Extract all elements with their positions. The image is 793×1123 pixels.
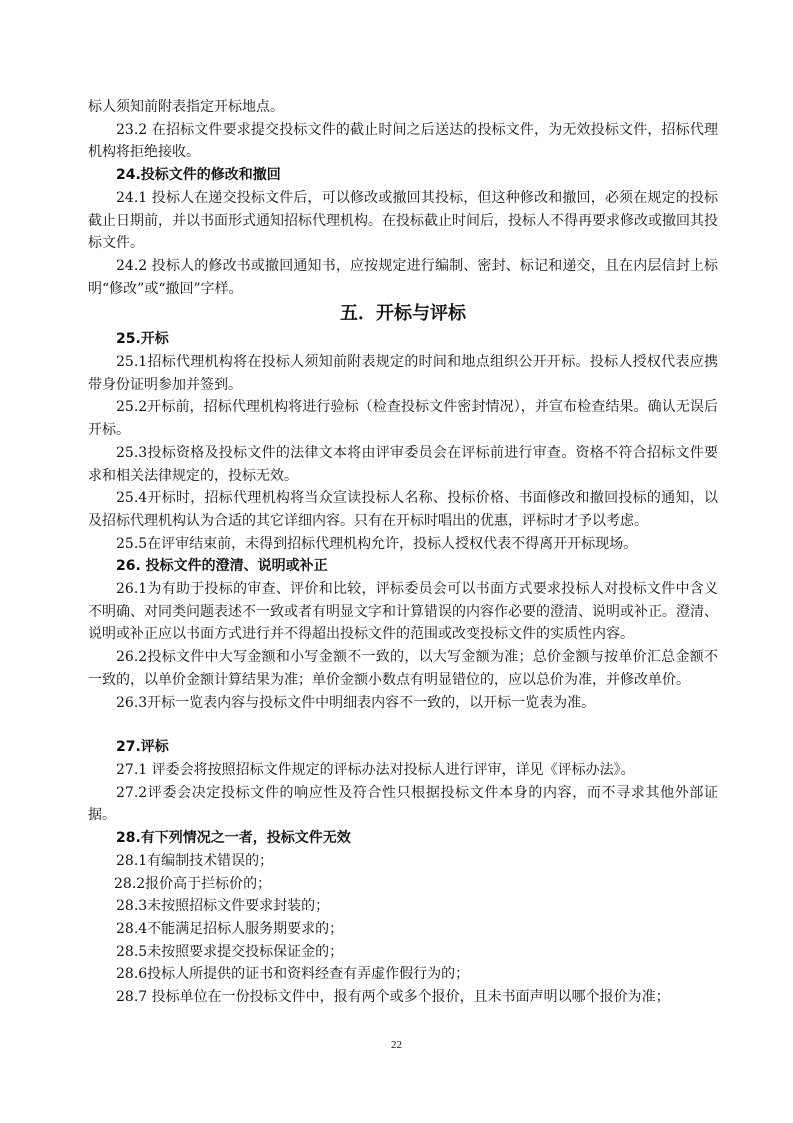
paragraph: 24.1 投标人在递交投标文件后，可以修改或撤回其投标，但这种修改和撤回，必须在规定的投标截止日期前，并以书面形式通知招标代理机构。在投标截止时间后，投标人不得再要求修改或撤回其投标文件。 bbox=[88, 189, 718, 252]
paragraph: 23.2 在招标文件要求提交投标文件的截止时间之后送达的投标文件，为无效投标文件，招标代理机构将拒绝接收。 bbox=[88, 121, 718, 161]
paragraph: 26.1为有助于投标的审查、评价和比较，评标委员会可以书面方式要求投标人对投标文件中含义不明确、对同类问题表述不一致或者有明显文字和计算错误的内容作必要的澄清、说明或补正。澄清、说明或补正应以书面方式进行并不得超出投标文件的范围或改变投标文件的实质性内容。 bbox=[88, 581, 718, 643]
page-body bbox=[88, 96, 718, 1009]
chapter-title: 五．开标与评标 bbox=[340, 303, 466, 325]
section-heading: 27.评标 bbox=[116, 739, 169, 756]
paragraph: 26.2投标文件中大写金额和小写金额不一致的，以大写金额为准；总价金额与按单价汇总金额不一致的，以单价金额计算结果为准；单价金额小数点有明显错位的，应以总价为准，并修改单价。 bbox=[88, 649, 718, 688]
list-item: 28.5未按照要求提交投标保证金的； bbox=[116, 943, 344, 960]
list-item: 28.1有编制技术错误的； bbox=[116, 852, 274, 869]
section-heading: 26. 投标文件的澄清、说明或补正 bbox=[116, 558, 328, 575]
paragraph: 25.3投标资格及投标文件的法律文本将由评审委员会在评标前进行审查。资格不符合招标文件要求和相关法律规定的，投标无效。 bbox=[88, 444, 718, 484]
list-item: 28.3未按照招标文件要求封装的； bbox=[116, 898, 330, 915]
paragraph: 25.5在评审结束前，未得到招标代理机构允许，投标人授权代表不得离开开标现场。 bbox=[116, 535, 638, 552]
page-number: 22 bbox=[391, 1039, 402, 1051]
section-heading: 24.投标文件的修改和撤回 bbox=[116, 167, 281, 184]
paragraph: 25.2开标前，招标代理机构将进行验标（检查投标文件密封情况），并宣布检查结果。确认无误后开标。 bbox=[88, 399, 718, 439]
paragraph: 26.3开标一览表内容与投标文件中明细表内容不一致的，以开标一览表为准。 bbox=[116, 694, 596, 711]
paragraph: 28.7 投标单位在一份投标文件中，报有两个或多个报价，且未书面声明以哪个报价为准； bbox=[116, 989, 670, 1006]
blank-line bbox=[88, 714, 718, 736]
list-item: 28.4不能满足招标人服务期要求的； bbox=[116, 920, 344, 937]
paragraph: 25.4开标时，招标代理机构将当众宣读投标人名称、投标价格、书面修改和撤回投标的通知，以及招标代理机构认为合适的其它详细内容。只有在开标时唱出的优惠，评标时才予以考虑。 bbox=[88, 490, 718, 529]
paragraph: 25.1招标代理机构将在投标人须知前附表规定的时间和地点组织公开开标。投标人授权代表应携带身份证明参加并签到。 bbox=[88, 354, 718, 393]
paragraph: 27.1 评委会将按照招标文件规定的评标办法对投标人进行评审，详见《评标办法》。 bbox=[116, 761, 635, 778]
list-item: 28.2报价高于拦标价的； bbox=[114, 875, 272, 892]
paragraph: 27.2评委会决定投标文件的响应性及符合性只根据投标文件本身的内容，而不寻求其他外部证据。 bbox=[88, 784, 718, 824]
section-heading: 25.开标 bbox=[116, 331, 169, 348]
paragraph: 24.2 投标人的修改书或撤回通知书，应按规定进行编制、密封、标记和递交，且在内层信封上标明“修改”或“撤回”字样。 bbox=[88, 257, 718, 297]
list-item: 28.6投标人所提供的证书和资料经查有弄虚作假行为的； bbox=[116, 966, 470, 983]
section-heading: 28.有下列情况之一者，投标文件无效 bbox=[116, 830, 351, 847]
paragraph: 标人须知前附表指定开标地点。 bbox=[88, 99, 284, 115]
